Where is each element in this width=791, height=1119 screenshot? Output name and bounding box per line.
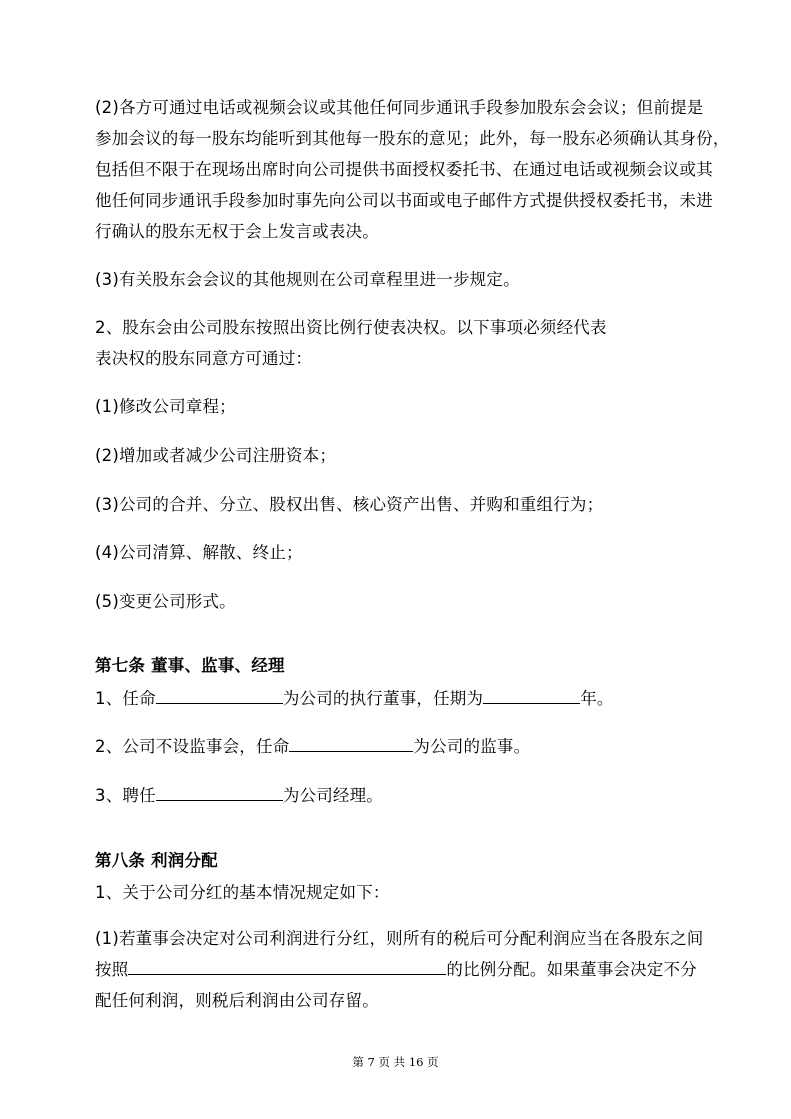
paragraph-line: 参加会议的每一股东均能听到其他每一股东的意见；此外，每一股东必须确认其身份， <box>95 129 730 148</box>
line-text: 为公司的监事。 <box>413 737 531 756</box>
paragraph-line: 配任何利润，则税后利润由公司存留。 <box>95 991 379 1010</box>
paragraph-line: (3)有关股东会会议的其他规则在公司章程里进一步规定。 <box>95 270 520 289</box>
paragraph-line: 1、关于公司分红的基本情况规定如下： <box>95 883 390 902</box>
paragraph-line: (2)各方可通过电话或视频会议或其他任何同步通讯手段参加股东会会议；但前提是 <box>95 98 704 117</box>
paragraph-line: 表决权的股东同意方可通过： <box>95 349 313 368</box>
fill-in-line <box>95 786 383 806</box>
fill-in-line <box>95 960 697 980</box>
line-text: 年。 <box>580 689 614 708</box>
line-text: 按照 <box>95 960 129 979</box>
list-item: (3)公司的合并、分立、股权出售、核心资产出售、并购和重组行为； <box>95 495 604 514</box>
paragraph-line: 2、股东会由公司股东按照出资比例行使表决权。以下事项必须经代表 <box>95 318 607 337</box>
line-text: 1、任命 <box>95 689 156 708</box>
blank-field[interactable] <box>128 960 446 975</box>
blank-field[interactable] <box>483 689 580 704</box>
section-heading: 第七条 董事、监事、经理 <box>95 656 285 675</box>
line-text: 的比例分配。如果董事会决定不分 <box>446 960 697 979</box>
paragraph-line: 包括但不限于在现场出席时向公司提供书面授权委托书、在通过电话或视频会议或其 <box>95 160 713 179</box>
fill-in-line <box>95 689 614 709</box>
line-text: 3、聘任 <box>95 786 156 805</box>
paragraph-line: (1)若董事会决定对公司利润进行分红，则所有的税后可分配利润应当在各股东之间 <box>95 929 704 948</box>
line-text: 为公司经理。 <box>282 786 384 805</box>
fill-in-line <box>95 737 530 757</box>
line-text: 2、公司不设监事会，任命 <box>95 737 290 756</box>
list-item: (4)公司清算、解散、终止； <box>95 543 303 562</box>
blank-field[interactable] <box>156 689 283 704</box>
blank-field[interactable] <box>289 737 413 752</box>
blank-field[interactable] <box>156 786 283 801</box>
paragraph-line: 行确认的股东无权于会上发言或表决。 <box>95 222 379 241</box>
list-item: (5)变更公司形式。 <box>95 592 236 611</box>
list-item: (1)修改公司章程； <box>95 397 236 416</box>
line-text: 为公司的执行董事，任期为 <box>282 689 484 708</box>
page-footer: 第 7 页 共 16 页 <box>352 1055 439 1069</box>
list-item: (2)增加或者减少公司注册资本； <box>95 446 337 465</box>
section-heading: 第八条 利润分配 <box>95 851 218 870</box>
paragraph-line: 他任何同步通讯手段参加时事先向公司以书面或电子邮件方式提供授权委托书，未进 <box>95 191 713 210</box>
